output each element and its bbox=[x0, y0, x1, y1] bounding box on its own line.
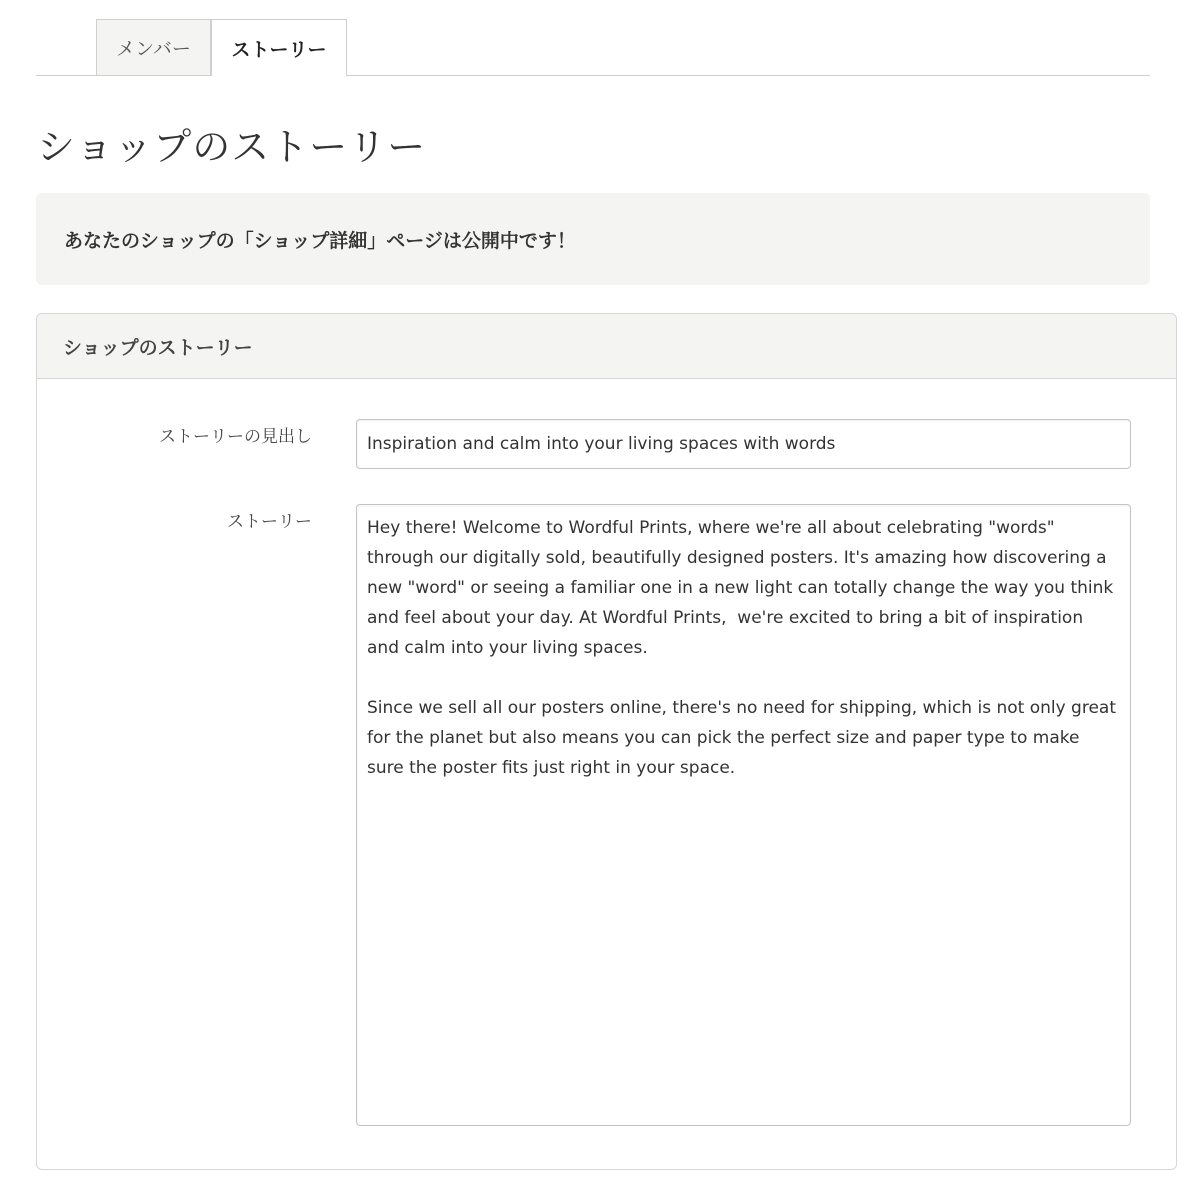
shop-story-panel bbox=[36, 313, 1177, 1170]
tab-story[interactable]: ストーリー bbox=[211, 19, 347, 76]
published-notice bbox=[36, 193, 1150, 285]
story-textarea[interactable] bbox=[356, 504, 1131, 1126]
story-heading-label: ストーリーの見出し bbox=[159, 427, 312, 447]
story-label: ストーリー bbox=[227, 512, 312, 532]
tab-bar bbox=[36, 19, 1150, 76]
panel-header bbox=[37, 314, 1176, 379]
panel-title: ショップのストーリー bbox=[63, 336, 253, 359]
tab-members[interactable]: メンバー bbox=[96, 19, 211, 75]
story-heading-input[interactable] bbox=[356, 419, 1131, 469]
page-title: ショップのストーリー bbox=[37, 125, 427, 169]
published-notice-text: あなたのショップの「ショップ詳細」ページは公開中です！ bbox=[64, 229, 576, 252]
